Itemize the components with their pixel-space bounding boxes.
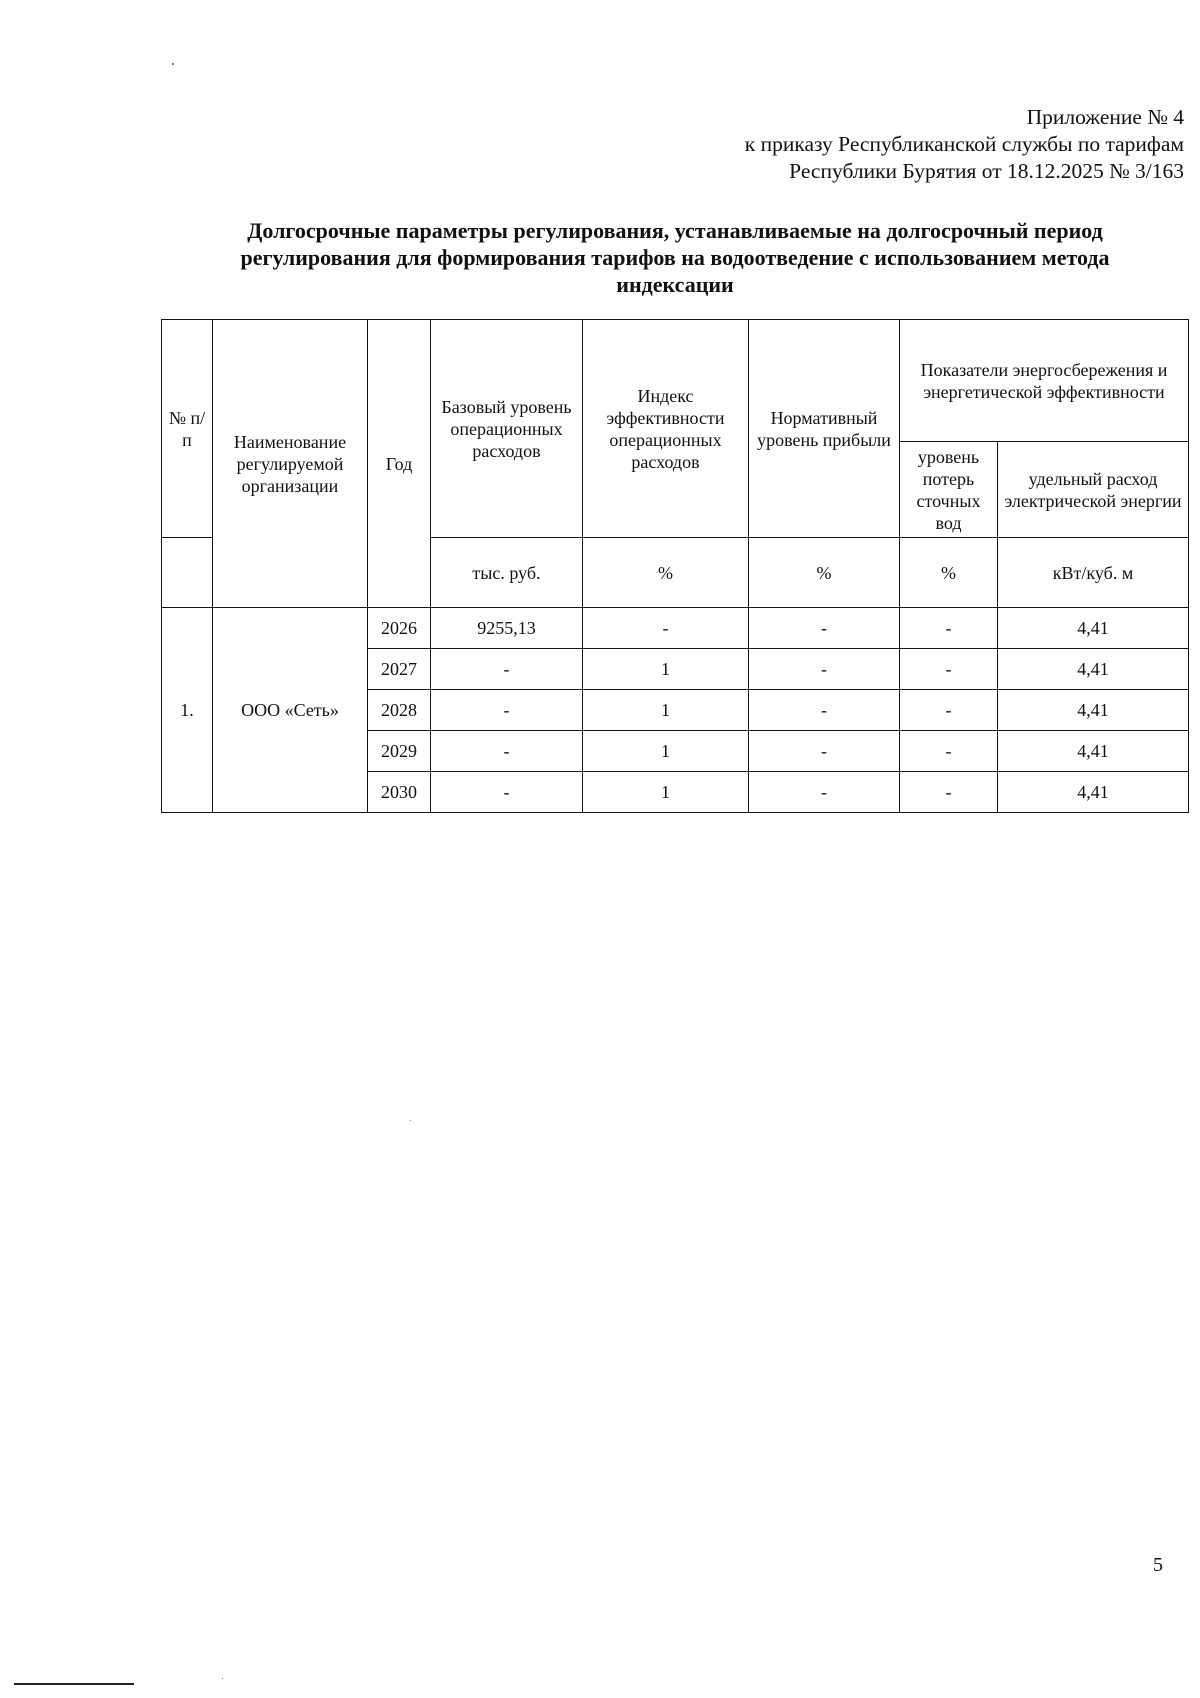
cell-profit-level: - xyxy=(749,772,900,813)
cell-wastewater-losses: - xyxy=(900,772,998,813)
header-wastewater-losses: уровень потерь сточных вод xyxy=(900,442,998,538)
table-header-row xyxy=(162,320,1189,442)
cell-wastewater-losses: - xyxy=(900,649,998,690)
cell-electricity-consumption: 4,41 xyxy=(998,608,1189,649)
cell-electricity-consumption: 4,41 xyxy=(998,649,1189,690)
cell-year: 2030 xyxy=(368,772,431,813)
cell-electricity-consumption: 4,41 xyxy=(998,731,1189,772)
appendix-order-date: Республики Бурятия от 18.12.2025 № 3/163 xyxy=(789,159,1184,183)
title-line-1: Долгосрочные параметры регулирования, устанавливаемые на долгосрочный период xyxy=(247,218,1103,243)
cell-wastewater-losses: - xyxy=(900,731,998,772)
title-line-2: регулирования для формирования тарифов на водоотведение с использованием метода xyxy=(240,245,1110,270)
header-base-opex: Базовый уровень операционных расходов xyxy=(431,320,583,538)
unit-base-opex: тыс. руб. xyxy=(431,538,583,608)
cell-wastewater-losses: - xyxy=(900,690,998,731)
cell-electricity-consumption: 4,41 xyxy=(998,690,1189,731)
cell-base-opex: 9255,13 xyxy=(431,608,583,649)
page-number: 5 xyxy=(1153,1554,1163,1576)
appendix-number: Приложение № 4 xyxy=(1026,105,1184,129)
cell-profit-level: - xyxy=(749,731,900,772)
parameters-table xyxy=(161,319,1189,813)
cell-profit-level: - xyxy=(749,649,900,690)
table-row xyxy=(162,608,1189,649)
unit-number-empty xyxy=(162,538,213,608)
cell-efficiency-index: 1 xyxy=(583,649,749,690)
cell-year: 2029 xyxy=(368,731,431,772)
header-profit-level: Нормативный уровень прибыли xyxy=(749,320,900,538)
cell-base-opex: - xyxy=(431,731,583,772)
organization-name: ООО «Сеть» xyxy=(213,608,368,813)
cell-year: 2026 xyxy=(368,608,431,649)
cell-base-opex: - xyxy=(431,772,583,813)
footer-divider xyxy=(14,1683,134,1685)
unit-efficiency-index: % xyxy=(583,538,749,608)
cell-year: 2027 xyxy=(368,649,431,690)
scan-speck xyxy=(172,63,174,65)
cell-efficiency-index: - xyxy=(583,608,749,649)
header-energy-indicators: Показатели энергосбережения и энергетической эффективности xyxy=(900,320,1189,442)
cell-base-opex: - xyxy=(431,649,583,690)
cell-base-opex: - xyxy=(431,690,583,731)
cell-profit-level: - xyxy=(749,690,900,731)
scan-speck xyxy=(410,1120,411,1121)
header-efficiency-index: Индекс эффективности операционных расходов xyxy=(583,320,749,538)
appendix-order-reference: к приказу Республиканской службы по тарифам xyxy=(744,132,1184,156)
cell-wastewater-losses: - xyxy=(900,608,998,649)
unit-electricity-consumption: кВт/куб. м xyxy=(998,538,1189,608)
cell-efficiency-index: 1 xyxy=(583,772,749,813)
header-organization: Наименование регулируемой организации xyxy=(213,320,368,608)
cell-profit-level: - xyxy=(749,608,900,649)
header-number: № п/п xyxy=(162,320,213,538)
scan-speck xyxy=(222,1678,223,1679)
cell-year: 2028 xyxy=(368,690,431,731)
document-title xyxy=(170,217,1180,298)
appendix-header xyxy=(484,104,1184,185)
unit-profit-level: % xyxy=(749,538,900,608)
cell-efficiency-index: 1 xyxy=(583,690,749,731)
row-number: 1. xyxy=(162,608,213,813)
cell-efficiency-index: 1 xyxy=(583,731,749,772)
title-line-3: индексации xyxy=(616,272,734,297)
unit-wastewater-losses: % xyxy=(900,538,998,608)
header-electricity-consumption: удельный расход электрической энергии xyxy=(998,442,1189,538)
header-year: Год xyxy=(368,320,431,608)
cell-electricity-consumption: 4,41 xyxy=(998,772,1189,813)
